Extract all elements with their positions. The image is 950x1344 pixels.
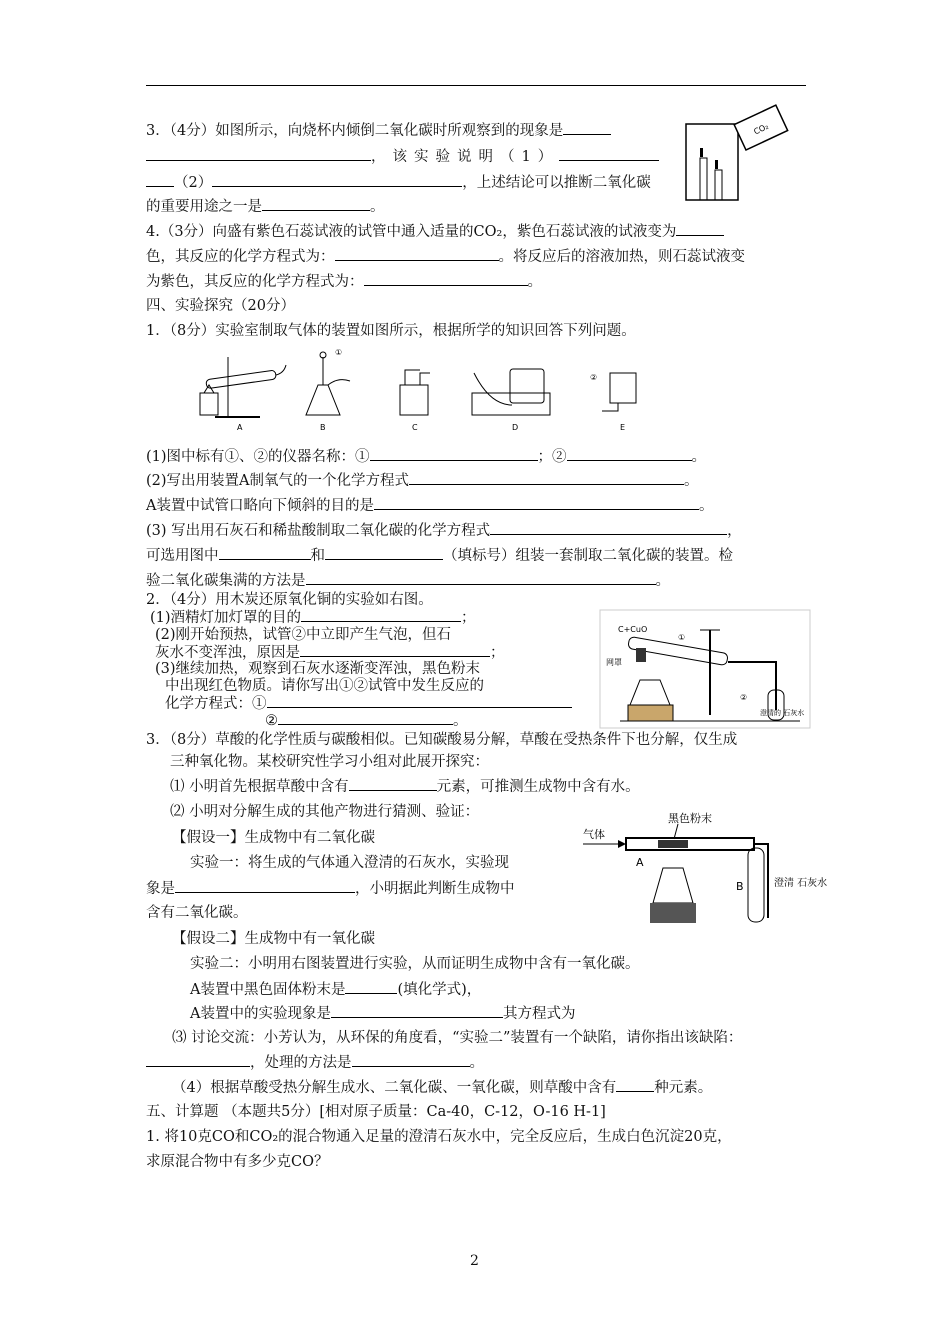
exp1-q3: (3) 写出用石灰石和稀盐酸制取二氧化碳的化学方程式 ，	[146, 520, 742, 541]
exp1-q2c: A装置中试管口略向下倾斜的目的是 。	[146, 495, 713, 516]
q4-line3: 为紫色，其反应的化学方程式为： 。	[146, 271, 542, 292]
exp3-e2c: A装置中的实验现象是 其方程式为	[190, 1003, 575, 1024]
q3-line1: 3．（4分）如图所示，向烧杯内倾倒二氧化碳时所观察到的现象是	[146, 120, 611, 141]
oxalic-acid-figure	[578, 808, 828, 928]
exp1-q3c: 验二氧化碳集满的方法是 。	[146, 570, 670, 591]
gas-label: 气体	[583, 828, 605, 841]
exp3-title: 3．（8分）草酸的化学性质与碳酸相似。已知碳酸易分解，草酸在受热条件下也分解，仅生成	[146, 732, 738, 748]
mesh-label: 网罩	[606, 658, 622, 667]
label-c: C	[412, 423, 418, 432]
reactant-label: C+CuO	[618, 625, 648, 634]
mark-2: ②	[590, 373, 598, 382]
exp3-p3: ⑶ 讨论交流：小芳认为，从环保的角度看，“实验二”装置有一个缺陷，请你指出该缺陷：	[172, 1030, 743, 1046]
co2-beaker-figure	[680, 108, 790, 208]
exp2-l3: 灰水不变浑浊，原因是 ；	[155, 642, 505, 663]
powder-label: 黑色粉末	[668, 812, 712, 825]
mark-1: ①	[335, 348, 343, 357]
exp1-intro: 1．（8分）实验室制取气体的装置如图所示，根据所学的知识回答下列问题。	[146, 323, 636, 339]
exp2-l7: ② 。	[265, 710, 468, 731]
calc-l2: 求原混合物中有多少克CO？	[146, 1154, 329, 1170]
exp3-e2a: A装置中黑色固体粉末是 (填化学式)，	[190, 979, 481, 1000]
exp2-l2: (2)刚开始预热，试管②中立即产生气泡，但石	[155, 627, 452, 643]
exp3-e2: 实验二：小明用右图装置进行实验，从而证明生成物中含有一氧化碳。	[190, 956, 640, 972]
device-a-label: A	[636, 856, 644, 869]
device-b-label: B	[736, 880, 744, 893]
exp3-p1: ⑴ 小明首先根据草酸中含有 元素，可推测生成物中含有水。	[170, 776, 640, 797]
exp2-l5: 中出现红色物质。请你写出①②试管中发生反应的	[165, 678, 484, 694]
q4-line2: 色，其反应的化学方程式为： 。将反应后的溶液加热，则石蕊试液变	[146, 246, 745, 267]
q3-line3: （2） ，上述结论可以推断二氧化碳	[146, 172, 651, 193]
label-e: E	[620, 423, 626, 432]
exp1-q1: (1)图中标有①、②的仪器名称：① ；② 。	[146, 446, 706, 467]
page-number: 2	[470, 1253, 479, 1269]
exp2-l1: (1)酒精灯加灯罩的目的 ；	[150, 607, 476, 628]
exp2-title: 2．（4分）用木炭还原氧化铜的实验如右图。	[146, 592, 433, 608]
carbon-reduction-figure	[600, 610, 810, 728]
exp3-p2: ⑵ 小明对分解生成的其他产物进行猜测、验证：	[170, 804, 480, 820]
exp3-e1d: 含有二氧化碳。	[146, 905, 248, 921]
limewater-label: 澄清的 石灰水	[760, 709, 805, 717]
apparatus-figure	[190, 345, 660, 435]
label-a: A	[237, 423, 243, 432]
exp3-e1a: 实验一：将生成的气体通入澄清的石灰水，实验现	[190, 855, 509, 871]
exp3-p3b: ，处理的方法是 。	[146, 1052, 484, 1073]
tube-2-mark: ②	[740, 693, 748, 702]
header-rule	[146, 85, 806, 86]
label-b: B	[320, 423, 326, 432]
exp3-h1: 【假设一】生成物中有二氧化碳	[172, 830, 375, 846]
section5-heading: 五、计算题 （本题共5分）[相对原子质量：Ca-40，C-12，O-16 H-1]	[146, 1104, 606, 1120]
tube-1-mark: ①	[678, 633, 686, 642]
q3-line4: 的重要用途之一是 。	[146, 196, 385, 217]
section4-heading: 四、实验探究（20分）	[146, 298, 295, 314]
label-d: D	[512, 423, 519, 432]
exp3-p4: （4）根据草酸受热分解生成水、二氧化碳、一氧化碳，则草酸中含有 种元素。	[172, 1077, 712, 1098]
co2-label: CO₂	[752, 121, 770, 137]
exp3-e1b: 象是 ，小明据此判断生成物中	[146, 878, 515, 899]
exp3-h2: 【假设二】生成物中有一氧化碳	[172, 931, 375, 947]
exp1-q3b: 可选用图中 和 （填标号）组装一套制取二氧化碳的装置。检	[146, 545, 733, 566]
exp2-l4: (3)继续加热，观察到石灰水逐渐变浑浊，黑色粉末	[155, 661, 481, 677]
exp3-l2: 三种氧化物。某校研究性学习小组对此展开探究：	[170, 754, 489, 770]
exp2-l6: 化学方程式：①	[165, 693, 572, 714]
limewater-label-2: 澄清 石灰水	[774, 878, 828, 889]
q4-line1: 4.（3分）向盛有紫色石蕊试液的试管中通入适量的CO₂，紫色石蕊试液的试液变为	[146, 221, 724, 242]
q3-line2: ，该实验说明（1）	[146, 146, 659, 167]
exp1-q2: (2)写出用装置A制氧气的一个化学方程式 。	[146, 470, 699, 491]
calc-l1: 1. 将10克CO和CO₂的混合物通入足量的澄清石灰水中，完全反应后，生成白色沉淀20克，	[146, 1129, 732, 1145]
